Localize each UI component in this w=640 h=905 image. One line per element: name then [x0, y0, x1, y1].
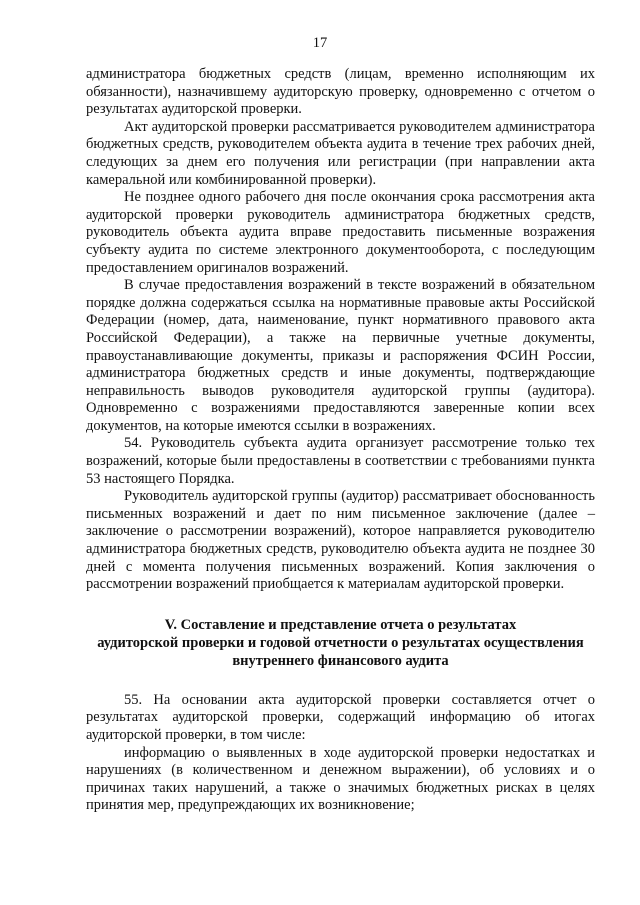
paragraph-2: Акт аудиторской проверки рассматривается руководителем администратора бюджетных средств, руководителем объекта аудита в течение трех рабочих дней, следующих за днем его получения или регистрации (при направлении акта камеральной или комбинированной проверки).	[86, 118, 595, 188]
page-number: 17	[312, 35, 328, 51]
paragraph-4: В случае предоставления возражений в тексте возражений в обязательном порядке должна содержаться ссылка на нормативные правовые акты Российской Федерации (номер, дата, наименование, пункт нормативного правового акта Российской Федерации), а также на первичные учетные документы, правоустанавливающие документы, приказы и распоряжения ФСИН России, администратора бюджетных средств и иные документы, подтверждающие неправильность выводов руководителя аудиторской группы (аудитора). Одновременно с возражениями предоставляются заверенные копии всех документов, на которые имеются ссылки в возражениях.	[86, 277, 595, 434]
paragraph-6: Руководитель аудиторской группы (аудитор) рассматривает обоснованность письменных возражений и дает по ним письменное заключение (далее – заключение о рассмотрении возражений), которое направляется руководителю администратора бюджетных средств, руководителю объекта аудита не позднее 30 дней с момента получения письменных возражений. Копия заключения о рассмотрении возражений приобщается к материалам аудиторской проверки.	[86, 488, 595, 593]
section-heading-line-1: V. Составление и представление отчета о результатах	[164, 616, 517, 633]
document-body	[86, 66, 595, 815]
paragraph-7: 55. На основании акта аудиторской проверки составляется отчет о результатах аудиторской проверки, содержащий информацию об итогах аудиторской проверки, в том числе:	[86, 691, 595, 743]
section-heading-line-3: внутреннего финансового аудита	[232, 652, 449, 669]
section-heading	[86, 616, 595, 670]
section-heading-line-2: аудиторской проверки и годовой отчетности о результатах осуществления	[97, 634, 584, 651]
paragraph-5: 54. Руководитель субъекта аудита организует рассмотрение только тех возражений, которые были предоставлены в соответствии с требованиями пункта 53 настоящего Порядка.	[86, 435, 595, 487]
paragraph-8: информацию о выявленных в ходе аудиторской проверки недостатках и нарушениях (в количественном и денежном выражении), об условиях и о причинах таких нарушений, а также о значимых бюджетных рисках в целях принятия мер, предупреждающих их возникновение;	[86, 744, 595, 814]
paragraph-3: Не позднее одного рабочего дня после окончания срока рассмотрения акта аудиторской проверки руководитель администратора бюджетных средств, руководитель объекта аудита вправе предоставить письменные возражения субъекту аудита по системе электронного документооборота, с последующим предоставлением оригиналов возражений.	[86, 189, 595, 276]
paragraph-1: администратора бюджетных средств (лицам, временно исполняющим их обязанности), назначившему аудиторскую проверку, одновременно с отчетом о результатах аудиторской проверки.	[86, 66, 595, 118]
